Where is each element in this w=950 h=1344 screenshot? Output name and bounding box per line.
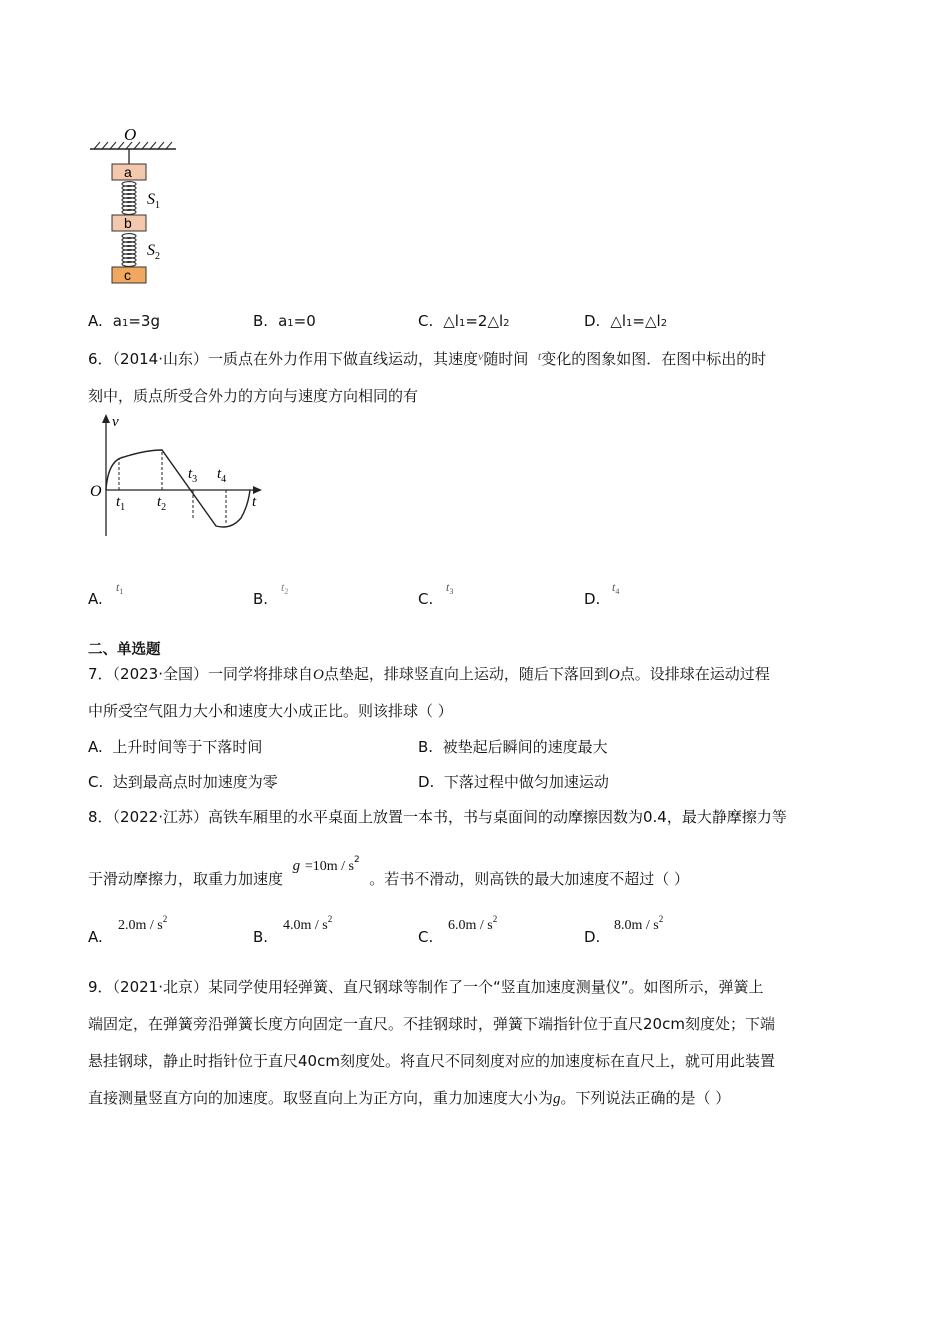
q6-line2: 刻中，质点所受合外力的方向与速度方向相同的有 [88,387,419,405]
point-o-label: O [124,125,137,144]
svg-text:c: c [124,267,131,283]
q8-line2: 于滑动摩擦力，取重力加速度 $g =10m / s^2$ 。若书不滑动，则高铁的最大加速度不超过（ ） [88,855,690,888]
axis-t-label: t [252,494,257,510]
q9-line1: 9．（2021·北京）某同学使用轻弹簧、直尺钢球等制作了一个“竖直加速度测量仪”。如图所示，弹簧上 [88,978,764,996]
spring-s2-label: $S_2$ [147,242,160,262]
origin-label: O [90,483,102,500]
q8-line1: 8．（2022·江苏）高铁车厢里的水平桌面上放置一本书，书与桌面间的动摩擦因数为0.4，最大静摩擦力等 [88,808,787,826]
q7-option-c[interactable]: C. 达到最高点时加速度为零 [88,773,278,791]
q9-line3: 悬挂钢球，静止时指针位于直尺40cm刻度处。将直尺不同刻度对应的加速度标在直尺上，就可用此装置 [88,1052,775,1070]
q5-option-d[interactable]: D. △l1=△l2 [584,312,668,330]
q7-line1: 7．（2023·全国）一同学将排球自O点垫起，排球竖直向上运动，随后下落回到O点。设排球在运动过程 [88,665,770,683]
q5-option-c[interactable]: C. △l1=2△l2 [418,312,510,330]
q5-option-a[interactable]: A. a1=3g [88,312,160,330]
q7-line2: 中所受空气阻力大小和速度大小成正比。则该排球（ ） [88,702,453,720]
q7-option-a[interactable]: A. 上升时间等于下落时间 [88,738,263,756]
tick-t3: $t_3$ [188,466,198,485]
spring-block-figure [86,124,186,288]
q6-line1: 6．（2014·山东）一质点在外力作用下做直线运动，其速度$^v$随时间 $^t$变化的图象如图．在图中标出的时 [88,349,767,368]
vt-graph [86,410,270,542]
q9-line2: 端固定，在弹簧旁沿弹簧长度方向固定一直尺。不挂钢球时，弹簧下端指针位于直尺20cm刻度处；下端 [88,1015,775,1033]
q5-option-b[interactable]: B. a1=0 [253,312,316,330]
tick-t1: $t_1$ [116,494,126,513]
spring-s2 [122,234,136,267]
q9-line4: 直接测量竖直方向的加速度。取竖直向上为正方向，重力加速度大小为g。下列说法正确的是（ ） [88,1089,731,1107]
spring-s1 [122,182,136,215]
svg-text:a: a [124,164,132,180]
q7-option-d[interactable]: D. 下落过程中做匀加速运动 [418,773,609,791]
vt-curve [106,450,250,527]
tick-t4: $t_4$ [217,466,227,485]
q7-option-b[interactable]: B. 被垫起后瞬间的速度最大 [418,738,608,756]
svg-text:b: b [124,215,132,231]
section-heading: 二、单选题 [88,642,161,658]
spring-s1-label: $S_1$ [147,191,160,211]
axis-v-label: v [112,414,119,430]
tick-t2: $t_2$ [157,494,167,513]
